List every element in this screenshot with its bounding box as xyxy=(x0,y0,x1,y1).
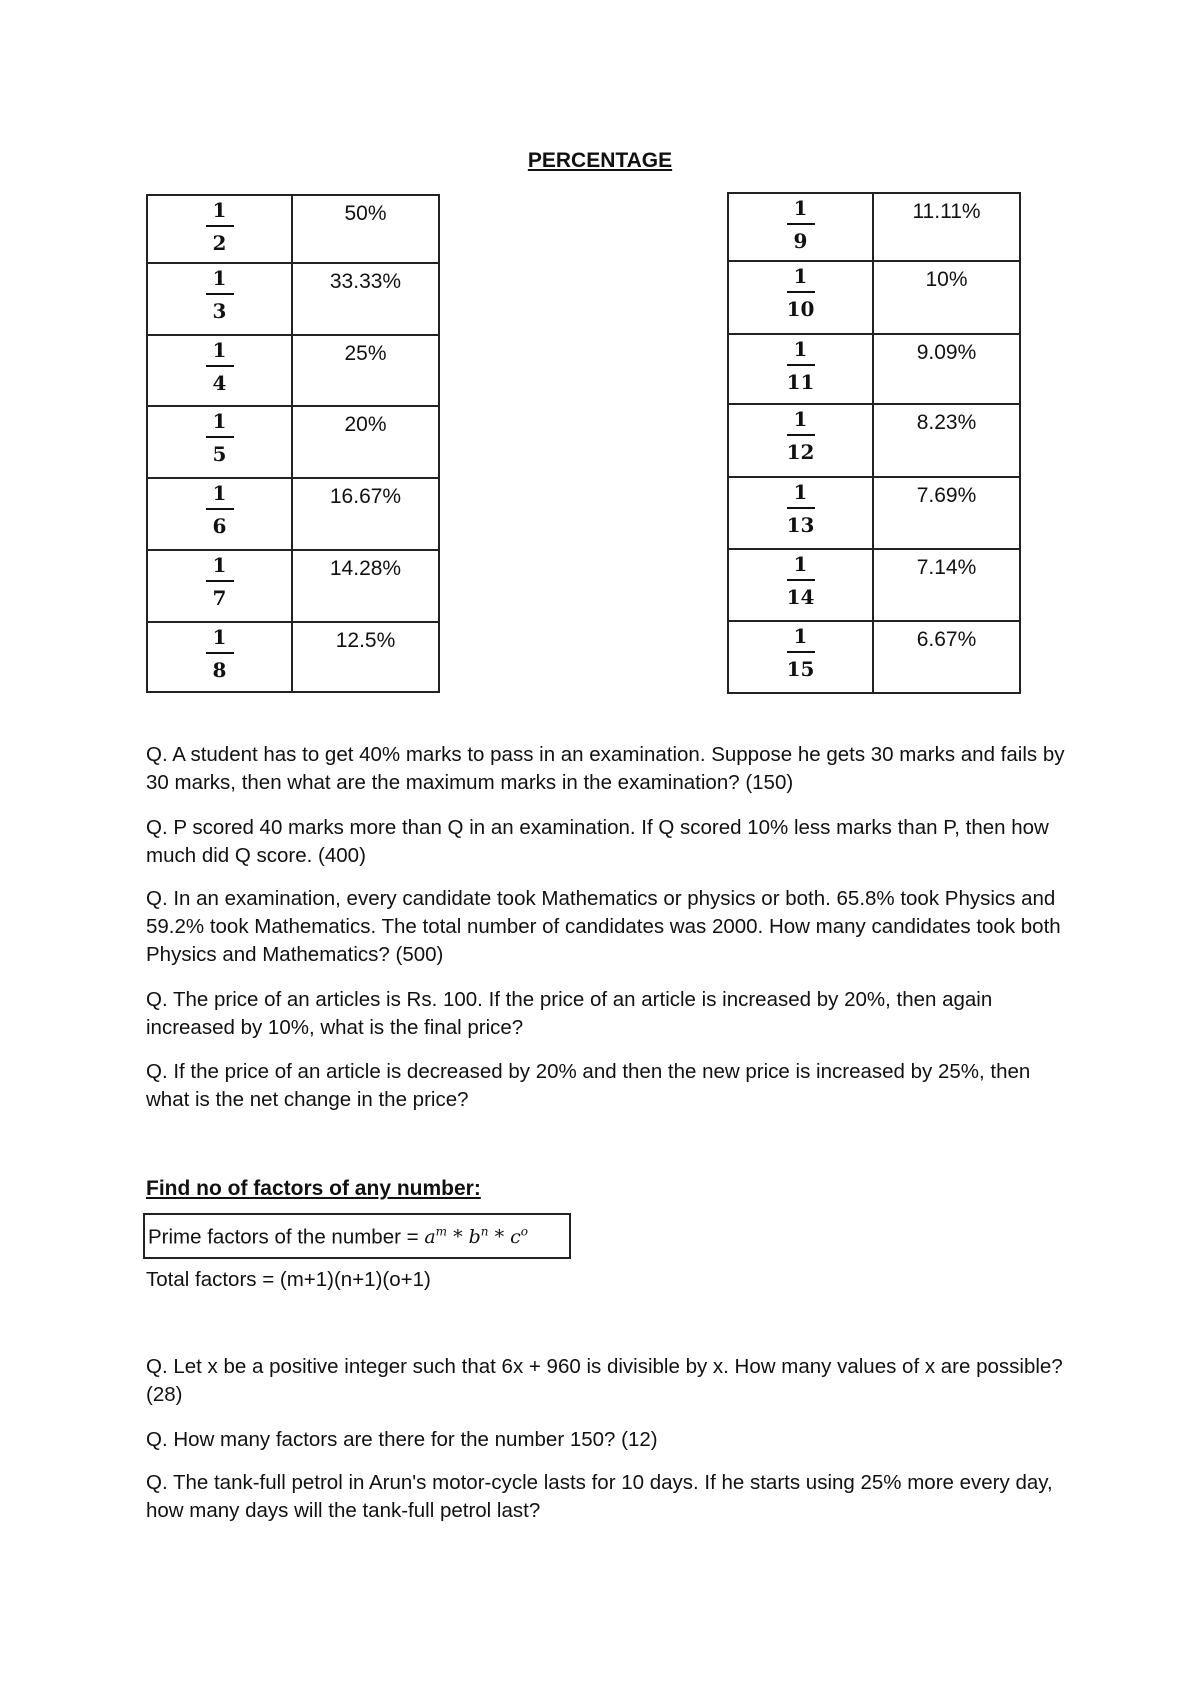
fraction-cell xyxy=(728,334,873,404)
question-student-pass-marks: Q. A student has to get 40% marks to pass in an examination. Suppose he gets 30 marks and fails by 30 marks, then what are the maximum marks in the examination? (150) xyxy=(146,743,1065,794)
percent-value: 50% xyxy=(292,195,439,263)
table-row xyxy=(147,335,439,406)
percent-value: 8.23% xyxy=(873,404,1020,477)
table-row xyxy=(728,404,1020,477)
table-row xyxy=(147,263,439,335)
formula-label: Prime factors of the number = xyxy=(148,1225,425,1249)
percent-value: 33.33% xyxy=(292,263,439,335)
fraction: 1 9 xyxy=(781,196,821,253)
fraction-cell xyxy=(147,406,292,478)
fraction: 1 6 xyxy=(200,481,240,538)
page-title: PERCENTAGE xyxy=(527,149,673,172)
total-factors-formula: Total factors = (m+1)(n+1)(o+1) xyxy=(146,1268,431,1291)
percentage-table-left xyxy=(146,194,440,693)
prime-factors-formula-box xyxy=(143,1213,571,1259)
table-row xyxy=(728,261,1020,334)
percent-value: 25% xyxy=(292,335,439,406)
table-row xyxy=(728,334,1020,404)
fraction-cell xyxy=(728,404,873,477)
percent-value: 6.67% xyxy=(873,621,1020,693)
fraction: 1 7 xyxy=(200,553,240,610)
table-row xyxy=(147,622,439,692)
fraction: 1 15 xyxy=(786,624,815,681)
percent-value: 11.11% xyxy=(873,193,1020,261)
question-physics-mathematics: Q. In an examination, every candidate took Mathematics or physics or both. 65.8% took Physics and 59.2% took Mathematics. The total number of candidates was 2000. How many candidates took both Physics and Mathematics? (500) xyxy=(146,887,1061,966)
percent-value: 20% xyxy=(292,406,439,478)
fraction-cell xyxy=(147,478,292,550)
fraction-cell xyxy=(147,263,292,335)
question-tank-petrol: Q. The tank-full petrol in Arun's motor-cycle lasts for 10 days. If he starts using 25% more every day, how many days will the tank-full petrol last? xyxy=(146,1471,1053,1522)
formula-expression: $a^m * b^n * c^o$ xyxy=(424,1225,529,1249)
table-row xyxy=(147,406,439,478)
question-net-price-change: Q. If the price of an article is decreased by 20% and then the new price is increased by 25%, then what is the net change in the price? xyxy=(146,1060,1031,1111)
percent-value: 9.09% xyxy=(873,334,1020,404)
percent-value: 7.14% xyxy=(873,549,1020,621)
question-price-increase: Q. The price of an articles is Rs. 100. If the price of an article is increased by 20%, then again increased by 10%, what is the final price? xyxy=(146,988,993,1039)
fraction-cell xyxy=(728,261,873,334)
percent-value: 10% xyxy=(873,261,1020,334)
fraction-cell xyxy=(147,195,292,263)
percent-value: 16.67% xyxy=(292,478,439,550)
question-p-q-scores: Q. P scored 40 marks more than Q in an examination. If Q scored 10% less marks than P, then how much did Q score. (400) xyxy=(146,816,1049,867)
fraction: 1 3 xyxy=(200,266,240,323)
fraction-cell xyxy=(147,550,292,622)
fraction: 1 2 xyxy=(200,198,240,255)
table-row xyxy=(147,550,439,622)
table-row xyxy=(728,549,1020,621)
fraction: 1 4 xyxy=(200,338,240,395)
table-row xyxy=(147,195,439,263)
percentage-table-right xyxy=(727,192,1021,694)
percent-value: 12.5% xyxy=(292,622,439,692)
table-row xyxy=(728,621,1020,693)
fraction: 1 8 xyxy=(200,625,240,682)
fraction-cell xyxy=(728,193,873,261)
table-row xyxy=(147,478,439,550)
question-divisible-values: Q. Let x be a positive integer such that 6x + 960 is divisible by x. How many values of x are possible? (28) xyxy=(146,1355,1063,1406)
fraction: 1 12 xyxy=(786,407,815,464)
fraction-cell xyxy=(728,621,873,693)
fraction-cell xyxy=(728,549,873,621)
fraction: 1 13 xyxy=(786,480,815,537)
fraction-cell xyxy=(147,622,292,692)
fraction: 1 10 xyxy=(786,264,815,321)
factors-heading: Find no of factors of any number: xyxy=(146,1177,481,1200)
table-row xyxy=(728,477,1020,549)
percent-value: 7.69% xyxy=(873,477,1020,549)
fraction: 1 5 xyxy=(200,409,240,466)
fraction: 1 14 xyxy=(786,552,815,609)
percent-value: 14.28% xyxy=(292,550,439,622)
question-factors-150: Q. How many factors are there for the number 150? (12) xyxy=(146,1428,658,1451)
table-row xyxy=(728,193,1020,261)
fraction-cell xyxy=(728,477,873,549)
fraction: 1 11 xyxy=(786,337,815,394)
fraction-cell xyxy=(147,335,292,406)
